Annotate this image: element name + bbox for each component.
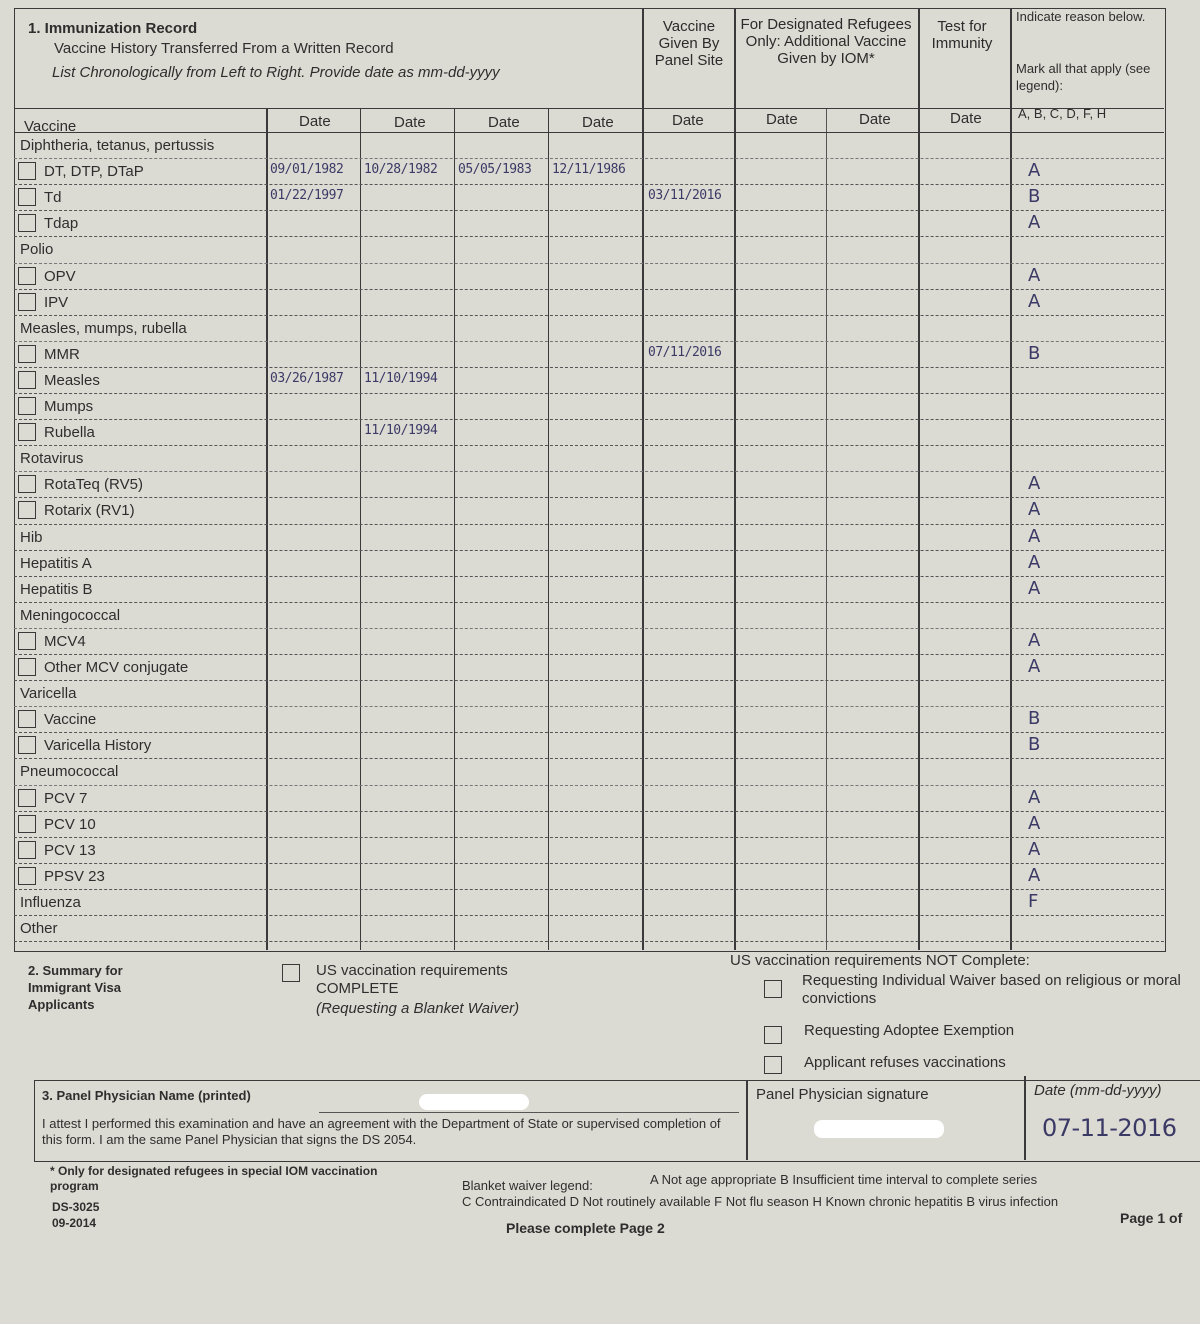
vaccine-label: Rotarix (RV1) — [44, 502, 135, 520]
vaccine-checkbox[interactable] — [18, 867, 36, 885]
vaccine-group-label: Pneumococcal — [20, 763, 119, 781]
vaccine-label: PCV 7 — [44, 789, 88, 807]
column-date-iom-2: Date — [859, 111, 891, 128]
complete-label: US vaccination requirements COMPLETE — [316, 962, 508, 997]
vaccine-label: Td — [44, 189, 62, 207]
column-date-panel: Date — [672, 112, 704, 129]
vaccine-checkbox[interactable] — [18, 710, 36, 728]
column-date-1: Date — [299, 113, 331, 130]
header-divider — [360, 108, 361, 950]
section1-subtitle: Vaccine History Transferred From a Written Record — [54, 40, 394, 57]
row-separator — [14, 680, 1164, 681]
vaccine-label: MCV4 — [44, 632, 86, 650]
reason-code: A — [1028, 864, 1041, 886]
row-separator — [14, 341, 1164, 342]
vaccine-group-label: Rotavirus — [20, 450, 84, 468]
row-separator — [14, 393, 1164, 394]
vaccine-group-label: Polio — [20, 241, 54, 259]
vaccine-checkbox[interactable] — [18, 841, 36, 859]
header-test-immunity: Test for Immunity — [931, 18, 993, 52]
header-divider — [548, 108, 549, 950]
reason-code: A — [1028, 290, 1041, 312]
reason-code: A — [1028, 838, 1041, 860]
column-vaccine: Vaccine — [24, 118, 77, 135]
reason-code: A — [1028, 473, 1041, 495]
vaccine-label: Measles — [44, 371, 100, 389]
row-separator — [14, 210, 1164, 211]
row-separator — [14, 785, 1164, 786]
not-complete-title: US vaccination requirements NOT Complete: — [730, 952, 1030, 969]
adoptee-label: Requesting Adoptee Exemption — [804, 1022, 1015, 1039]
vaccine-label: Other MCV conjugate — [44, 659, 189, 676]
reason-code: A — [1028, 786, 1041, 808]
header-mark-all: Mark all that apply (see legend): — [1016, 61, 1151, 93]
signature-date: 07-11-2016 — [1042, 1114, 1177, 1142]
reason-code: B — [1028, 734, 1041, 756]
vaccine-label: Tdap — [44, 215, 79, 233]
vaccine-group-label: Measles, mumps, rubella — [20, 319, 187, 337]
panel-date: 07/11/2016 — [648, 344, 722, 360]
row-separator — [14, 706, 1164, 707]
row-separator — [14, 524, 1164, 525]
section1-instructions: List Chronologically from Left to Right. Provide date as mm-dd-yyyy — [52, 64, 500, 81]
vaccine-checkbox[interactable] — [18, 658, 36, 676]
vaccine-label: Hepatitis A — [20, 554, 92, 572]
column-date-test: Date — [950, 110, 982, 127]
vaccine-label: RotaTeq (RV5) — [44, 476, 143, 494]
column-header-bottom — [14, 132, 1164, 133]
vaccine-label: Hepatitis B — [20, 580, 93, 598]
redacted-name — [419, 1094, 529, 1110]
vaccine-checkbox[interactable] — [18, 501, 36, 519]
column-date-iom-1: Date — [766, 111, 798, 128]
vaccine-group-label: Meningococcal — [20, 606, 121, 624]
row-separator — [14, 471, 1164, 472]
row-separator — [14, 837, 1164, 838]
vaccine-label: PPSV 23 — [44, 867, 105, 885]
date-label: Date (mm-dd-yyyy) — [1034, 1082, 1162, 1099]
reason-code: A — [1028, 629, 1041, 651]
header-designated: For Designated Refugees Only: Additional Vaccine Given by IOM* — [740, 16, 912, 67]
form-id: DS-3025 — [52, 1200, 100, 1214]
reason-code: A — [1028, 160, 1041, 182]
vaccine-label: MMR — [44, 345, 80, 363]
row-separator — [14, 497, 1164, 498]
header-divider — [826, 108, 827, 950]
vaccine-group-label: Varicella — [20, 685, 77, 703]
immunization-form — [14, 8, 1200, 1258]
iom-note: * Only for designated refugees in special IOM vaccination program — [50, 1164, 378, 1193]
vaccine-checkbox[interactable] — [18, 423, 36, 441]
redacted-signature — [814, 1120, 944, 1138]
reason-code: B — [1028, 708, 1041, 730]
row-separator — [14, 811, 1164, 812]
history-date: 12/11/1986 — [552, 162, 626, 178]
column-date-2: Date — [394, 114, 426, 131]
legend-line1: A Not age appropriate B Insufficient time interval to complete series — [650, 1172, 1038, 1187]
column-date-3: Date — [488, 114, 520, 131]
attest-text: I attest I performed this examination and have an agreement with the Department of State or supervised completion of this form. I am the same Panel Physician that signs the DS 2054. — [42, 1116, 721, 1147]
adoptee-checkbox[interactable] — [764, 1026, 782, 1044]
section3-divider — [1024, 1076, 1026, 1160]
row-separator — [14, 758, 1164, 759]
vaccine-label: PCV 13 — [44, 841, 96, 859]
header-divider — [1010, 8, 1012, 950]
row-separator — [14, 941, 1164, 942]
complete-checkbox[interactable] — [282, 964, 300, 982]
column-legend-codes: A, B, C, D, F, H — [1018, 106, 1107, 121]
history-date: 05/05/1983 — [458, 162, 532, 178]
complete-sub: (Requesting a Blanket Waiver) — [316, 1000, 520, 1017]
reason-code: B — [1028, 186, 1041, 208]
please-complete: Please complete Page 2 — [506, 1220, 665, 1236]
column-date-4: Date — [582, 114, 614, 131]
row-separator — [14, 550, 1164, 551]
reason-code: A — [1028, 264, 1041, 286]
individual-waiver-label: Requesting Individual Waiver based on religious or moral convictions — [802, 972, 1181, 1007]
history-date: 10/28/1982 — [364, 162, 438, 178]
section3-divider — [746, 1080, 748, 1160]
row-separator — [14, 236, 1164, 237]
row-separator — [14, 863, 1164, 864]
vaccine-label: Mumps — [44, 398, 94, 415]
row-separator — [14, 732, 1164, 733]
header-divider — [454, 108, 455, 950]
row-separator — [14, 654, 1164, 655]
row-separator — [14, 602, 1164, 603]
row-separator — [14, 158, 1164, 159]
vaccine-label: PCV 10 — [44, 815, 96, 833]
reason-code: A — [1028, 525, 1041, 547]
section1-title: 1. Immunization Record — [28, 20, 198, 37]
vaccine-label: OPV — [44, 267, 76, 285]
vaccine-label: DT, DTP, DTaP — [44, 163, 144, 181]
vaccine-label: IPV — [44, 293, 69, 311]
header-vaccine-given: Vaccine Given By Panel Site — [654, 18, 724, 69]
vaccine-checkbox[interactable] — [18, 475, 36, 493]
history-date: 03/26/1987 — [270, 370, 344, 386]
vaccine-checkbox[interactable] — [18, 293, 36, 311]
page-number: Page 1 of — [1120, 1210, 1183, 1226]
vaccine-group-label: Diphtheria, tetanus, pertussis — [20, 137, 215, 154]
legend-title: Blanket waiver legend: — [462, 1178, 593, 1193]
vaccine-checkbox[interactable] — [18, 789, 36, 807]
header-divider — [642, 8, 644, 950]
vaccine-checkbox[interactable] — [18, 188, 36, 206]
vaccine-checkbox[interactable] — [18, 815, 36, 833]
name-underline — [319, 1112, 739, 1113]
vaccine-label: Influenza — [20, 893, 81, 911]
header-divider — [266, 108, 268, 950]
header-divider — [918, 8, 920, 950]
column-header-top — [14, 108, 1164, 109]
row-separator — [14, 445, 1164, 446]
history-date: 09/01/1982 — [270, 162, 344, 178]
reason-code: A — [1028, 577, 1041, 599]
row-separator — [14, 289, 1164, 290]
reason-code: B — [1028, 342, 1041, 364]
vaccine-label: Hib — [20, 528, 43, 546]
vaccine-checkbox[interactable] — [18, 267, 36, 285]
history-date: 11/10/1994 — [364, 370, 438, 386]
vaccine-label: Other — [20, 920, 58, 937]
header-divider — [734, 8, 736, 950]
row-separator — [14, 915, 1164, 916]
history-date: 11/10/1994 — [364, 423, 438, 439]
vaccine-label: Vaccine — [44, 711, 97, 729]
section3-title: 3. Panel Physician Name (printed) — [42, 1088, 251, 1103]
vaccine-label: Varicella History — [44, 737, 152, 755]
individual-waiver-checkbox[interactable] — [764, 980, 782, 998]
history-date: 01/22/1997 — [270, 188, 344, 204]
refuses-label: Applicant refuses vaccinations — [804, 1054, 1006, 1071]
reason-code: A — [1028, 499, 1041, 521]
reason-code: A — [1028, 551, 1041, 573]
reason-code: A — [1028, 812, 1041, 834]
reason-code: F — [1028, 890, 1039, 912]
row-separator — [14, 367, 1164, 368]
vaccine-checkbox[interactable] — [18, 632, 36, 650]
header-reason: Indicate reason below. — [1016, 9, 1146, 24]
signature-label: Panel Physician signature — [756, 1086, 929, 1103]
reason-code: A — [1028, 212, 1041, 234]
vaccine-checkbox[interactable] — [18, 736, 36, 754]
row-separator — [14, 889, 1164, 890]
panel-date: 03/11/2016 — [648, 188, 722, 204]
legend-line2: C Contraindicated D Not routinely available F Not flu season H Known chronic hepatitis B virus infection — [462, 1194, 1059, 1209]
vaccine-checkbox[interactable] — [18, 397, 36, 415]
vaccine-checkbox[interactable] — [18, 162, 36, 180]
row-separator — [14, 315, 1164, 316]
row-separator — [14, 263, 1164, 264]
vaccine-label: Rubella — [44, 424, 95, 442]
row-separator — [14, 576, 1164, 577]
refuses-checkbox[interactable] — [764, 1056, 782, 1074]
vaccine-checkbox[interactable] — [18, 214, 36, 232]
vaccine-checkbox[interactable] — [18, 345, 36, 363]
row-separator — [14, 628, 1164, 629]
vaccine-checkbox[interactable] — [18, 371, 36, 389]
form-date: 09-2014 — [52, 1216, 97, 1230]
row-separator — [14, 184, 1164, 185]
row-separator — [14, 419, 1164, 420]
reason-code: A — [1028, 656, 1041, 677]
section2-title: 2. Summary for Immigrant Visa Applicants — [28, 963, 123, 1012]
